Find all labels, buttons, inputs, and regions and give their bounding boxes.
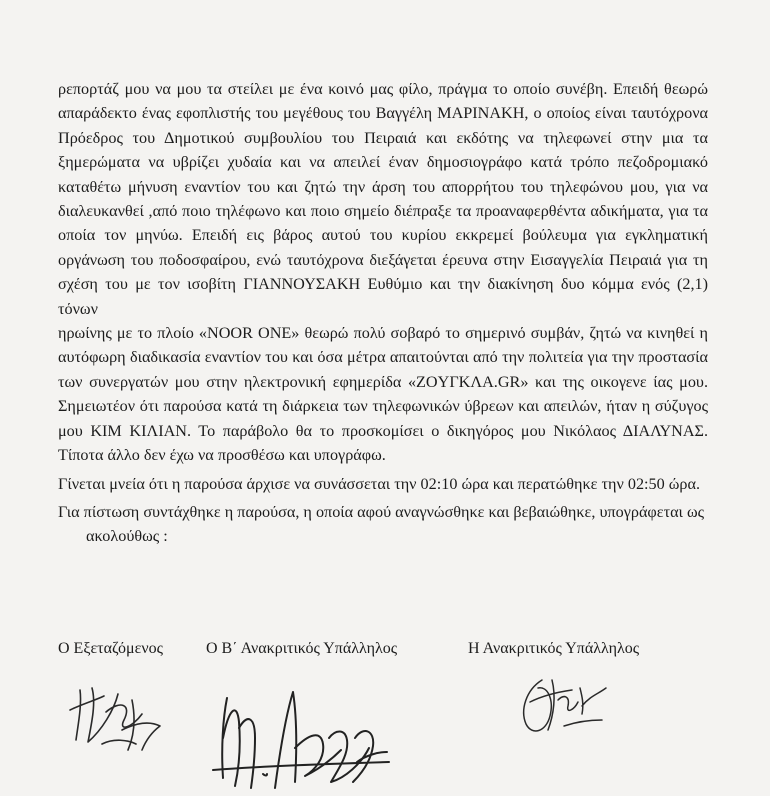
text-line: καταθέτω μήνυση εναντίον του και ζητώ την άρση του απορρήτου του τηλεφώνου μου, για να: [58, 177, 708, 196]
text-line: Για πίστωση συντάχθηκε η παρούσα, η οποία αφού αναγνώσθηκε και βεβαιώθηκε, υπογράφεται ως: [58, 502, 705, 521]
signatory-examinee: Ο Εξεταζόμενος: [58, 640, 163, 657]
text-line: ξημερώματα να υβρίζει χυδαία και να απειλεί έναν δημοσιογράφο κατά τρόπο πεζοδρομιακό: [58, 153, 708, 172]
signature-officer: [502, 666, 622, 740]
text-line: ακολούθως :: [86, 527, 168, 546]
text-line: Τίποτα άλλο δεν έχω να προσθέσω και υπογράφω.: [58, 446, 386, 465]
paragraph-main: [58, 77, 708, 468]
statement-body: [58, 77, 708, 549]
text-line: απαράδεκτο ένας εφοπλιστής του μεγέθους του Βαγγέλη ΜΑΡΙΝΑΚΗ, ο οποίος είναι ταυτόχρονα: [58, 104, 708, 123]
text-line: Σημειωτέον ότι παρούσα κατά τη διάρκεια των τηλεφωνικών ύβρεων και απειλών, ήταν η σύζυγος: [58, 397, 708, 416]
paragraph-closing: [58, 500, 708, 549]
text-line: ηρωίνης με το πλοίο «NOOR ONE» θεωρώ πολύ σοβαρό το σημερινό συμβάν, ζητώ να κινηθεί η: [58, 324, 708, 343]
signature-examinee: [62, 670, 172, 760]
paragraph-time: [58, 472, 708, 496]
signatories-row: [58, 640, 738, 664]
text-line: των συνεργατών μου στην ηλεκτρονική εφημερίδα «ZOYΓΚΛΑ.GR» και της οικογενε ίας μου.: [58, 372, 708, 391]
signatory-officer: Η Ανακριτικός Υπάλληλος: [468, 640, 640, 657]
text-line: Πρόεδρος του Δημοτικού συμβουλίου του Πειραιά και εκδότης να τηλεφωνεί στην μια τα: [58, 128, 708, 147]
text-line: οργάνωση του ποδοσφαίρου, ενώ ταυτόχρονα διεξάγεται έρευνα στην Εισαγγελία Πειραιά για τη: [58, 250, 708, 269]
signature-second-officer: [205, 678, 395, 796]
text-line: αυτόφωρη διαδικασία εναντίον του και όσα μέτρα απαιτούνται από την πολιτεία για την προστασία: [58, 348, 708, 367]
signatory-second-officer: Ο Β΄ Ανακριτικός Υπάλληλος: [206, 640, 398, 657]
text-line: σχέση του με τον ισοβίτη ΓΙΑΝΝΟΥΣΑΚΗ Ευθύμιο και την διακίνηση δυο κόμμα ενός (2,1) τόνων: [58, 275, 708, 318]
text-line: ρεπορτάζ μου να μου τα στείλει με ένα κοινό μας φίλο, πράγμα το οποίο συνέβη. Επειδή θεωρώ: [58, 80, 708, 98]
text-line: μου ΚΙΜ ΚΙΛΙΑΝ. Το παράβολο θα το προσκομίσει ο δικηγόρος μου Νικόλαος ΔΙΑΛΥΝΑΣ.: [58, 421, 708, 440]
text-line: διαλευκανθεί ,από ποιο τηλέφωνο και ποιο σημείο διέπραξε τα προαναφερθέντα αδικήματα, για τα: [58, 202, 708, 221]
text-line: Γίνεται μνεία ότι η παρούσα άρχισε να συνάσσεται την 02:10 ώρα και περατώθηκε την 02:50 ώρα.: [58, 474, 701, 493]
text-line: οποία τον μηνύω. Επειδή εις βάρος αυτού του κυρίου εκκρεμεί βούλευμα για εγκληματική: [58, 226, 708, 245]
